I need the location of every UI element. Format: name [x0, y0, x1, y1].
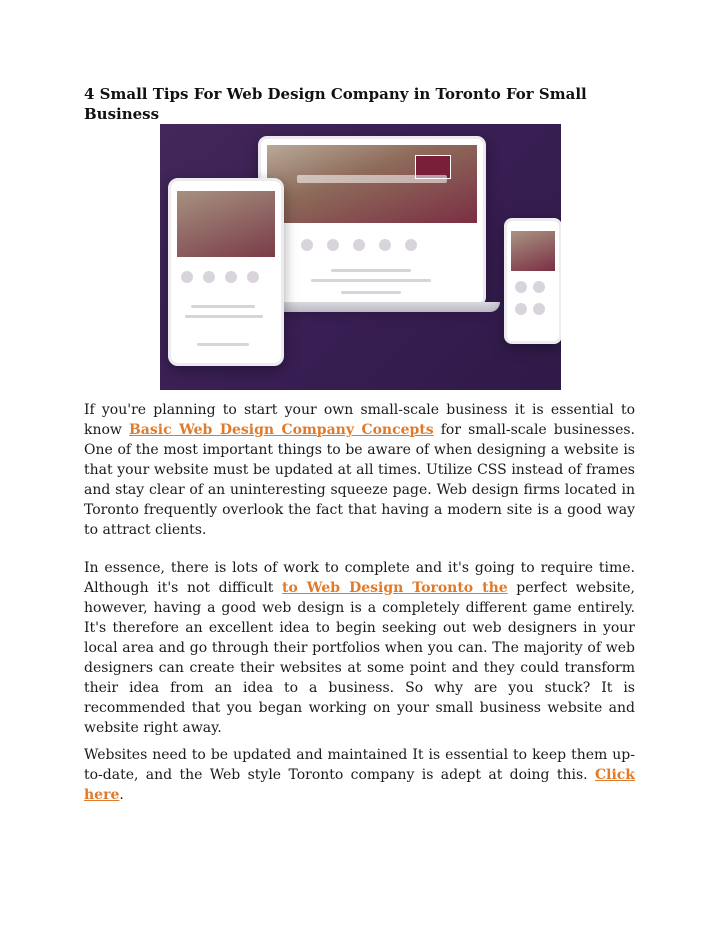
- circle-icon: [515, 303, 527, 315]
- laptop-text-line: [331, 269, 411, 272]
- tablet-icon-row: [181, 271, 259, 283]
- tablet-mockup: [168, 178, 284, 366]
- hero-image-responsive-devices: [160, 124, 561, 390]
- click-here-link[interactable]: Click here: [84, 767, 635, 803]
- circle-icon: [327, 239, 339, 251]
- circle-icon: [533, 281, 545, 293]
- circle-icon: [301, 239, 313, 251]
- circle-icon: [379, 239, 391, 251]
- tablet-text-line: [185, 315, 263, 318]
- phone-mockup: [504, 218, 561, 344]
- circle-icon: [515, 281, 527, 293]
- article-title: 4 Small Tips For Web Design Company in Toronto For Small Business: [84, 85, 587, 123]
- tablet-text-line: [191, 305, 255, 308]
- paragraph-text: .: [119, 787, 124, 803]
- paragraph-1: [84, 400, 635, 540]
- circle-icon: [247, 271, 259, 283]
- circle-icon: [203, 271, 215, 283]
- tablet-screen-banner: [177, 191, 275, 257]
- phone-screen-banner: [511, 231, 555, 271]
- laptop-mockup: [258, 136, 486, 306]
- circle-icon: [181, 271, 193, 283]
- web-design-toronto-link[interactable]: to Web Design Toronto the: [282, 580, 508, 596]
- laptop-text-line: [311, 279, 431, 282]
- paragraph-text: for small-scale businesses. One of the most important things to be aware of when designing a website is that your website must be updated at all times. Utilize CSS instead of frames and stay clear of an uninteresting squeeze page. Web design firms located in Toronto frequently overlook the fact that having a modern site is a good way to attract clients.: [84, 422, 635, 538]
- basic-web-design-link[interactable]: Basic Web Design Company Concepts: [128, 422, 434, 438]
- paragraph-text: If you're planning to start your own small-scale business it is essential to know: [84, 402, 635, 438]
- circle-icon: [353, 239, 365, 251]
- paragraph-text: Websites need to be updated and maintained It is essential to keep them up-to-date, and the Web style Toronto company is adept at doing this.: [84, 747, 635, 783]
- paragraph-text: perfect website, however, having a good web design is a completely different game entirely. It's therefore an excellent idea to begin seeking out web designers in your local area and go through their portfolios when you can. The majority of web designers can create their websites at some point and they could transform their idea from an idea to a business. So why are you stuck? It is recommended that you began working on your small business website and website right away.: [84, 580, 635, 736]
- circle-icon: [533, 303, 545, 315]
- paragraph-2: [84, 558, 635, 738]
- circle-icon: [225, 271, 237, 283]
- laptop-screen-banner: [267, 145, 477, 223]
- laptop-icon-row: [301, 239, 417, 251]
- laptop-text-line: [341, 291, 401, 294]
- laptop-banner-stripe: [297, 175, 447, 183]
- paragraph-3: [84, 745, 635, 805]
- tablet-text-line: [197, 343, 249, 346]
- circle-icon: [405, 239, 417, 251]
- paragraph-text: In essence, there is lots of work to complete and it's going to require time. Although it's not difficult: [84, 560, 635, 596]
